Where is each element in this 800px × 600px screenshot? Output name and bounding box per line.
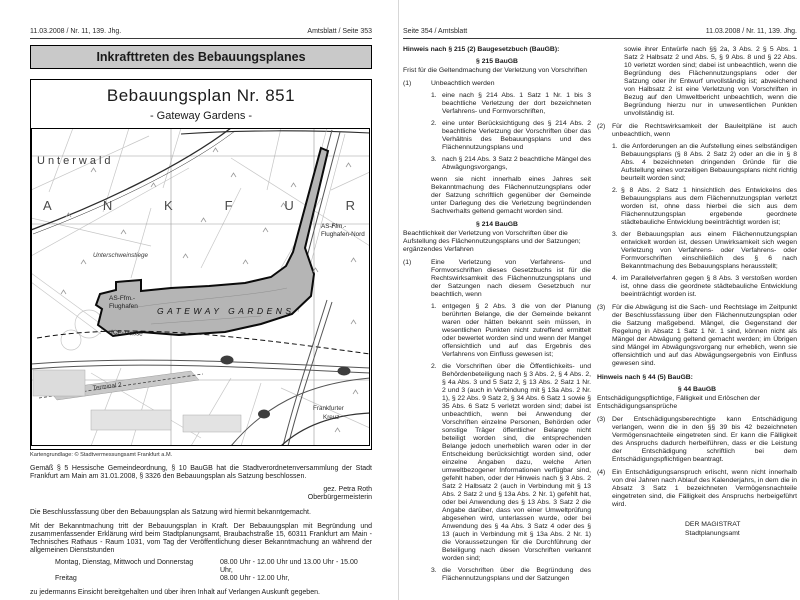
law-paragraph (403, 259, 591, 299)
list-item (612, 275, 797, 299)
list-item-text: die Vorschriften über die Öffentlichkeits- und Behördenbeteiligung nach § 3 Abs. 2, § 4 Abs. 2, § 4a Abs. 3 und 5 Satz 2, § 13 Abs. 2 Satz 1 Nr. 2 und 3 (auch in Verbindung mit § 13a Abs. 2 Nr. 1), § 22 Abs. 9 Satz 2, § 34 Abs. 6 Satz 1 sowie § 35 Abs. 6 Satz 5 verletzt worden sind; dabei ist unbeachtlich, wenn bei Anwendung der Vorschriften einzelne Personen, Behörden oder sonstige Träger öffentlicher Belange nicht beteiligt worden sind, die entsprechenden Belange jedoch unerheblich waren oder in der Entscheidung berücksichtigt worden sind, oder einzelne Angaben dazu, welche Arten umweltbezogener Informationen verfügbar sind, gefehlt haben, oder der Hinweis nach § 3 Abs. 2 Satz 2 Halbsatz 2 (auch in Verbindung mit § 13 Abs. 2 Satz 2 und § 13a Abs. 2 Nr. 1) gefehlt hat, oder bei Anwendung des § 13 Abs. 3 Satz 2 die Angabe darüber, dass von einer Umweltprüfung abgesehen wird, unterlassen wurde, oder bei Anwendung des § 4a Abs. 3 Satz 4 oder des § 13 (auch in Verbindung mit § 13a Abs. 2 Nr. 1) die Voraussetzungen für die Durchführung der Beteiligung nach diesen Vorschriften verkannt worden sind; (442, 363, 591, 562)
map-figure (30, 79, 372, 450)
map-label-frankfurter-kreuz-2: Kreuz (323, 414, 340, 421)
hinweis-215-heading: Hinweis nach § 215 (2) Baugesetzbuch (BauGB): (403, 46, 560, 53)
paragraph-text: Eine Verletzung von Verfahrens- und Formvorschriften dieses Gesetzbuchs ist für die Rechtswirksamkeit des Flächennutzungsplans und der Satzungen nach diesem Gesetzbuch nur beachtlich, wenn (431, 259, 591, 298)
list-item (612, 231, 797, 271)
map-image (31, 128, 371, 451)
list-item (431, 303, 591, 359)
list-item-number: 3. (431, 567, 437, 574)
list-item-text: nach § 214 Abs. 3 Satz 2 beachtliche Mängel des Abwägungsvorgangs, (442, 156, 591, 171)
signature-role: Oberbürgermeisterin (307, 494, 372, 501)
header-gazette-page: Seite 354 / Amtsblatt (403, 28, 468, 35)
map-label-gateway-gardens: GATEWAY GARDENS (157, 306, 291, 316)
header-gazette-page: Amtsblatt / Seite 353 (307, 28, 372, 35)
paragraph-number: (3) (597, 416, 606, 423)
paragraph-bekanntmachung: Die Beschlussfassung über den Bebauungsplan als Satzung wird hiermit bekanntgemacht. (30, 509, 311, 516)
list-item (431, 156, 591, 172)
list-item (612, 187, 797, 227)
paragraph-text: Unbeachtlich werden (431, 80, 495, 87)
list-item-number: 4. (612, 275, 618, 282)
map-subtitle: - Gateway Gardens - (149, 110, 253, 122)
list-item-text: im Parallelverfahren gegen § 8 Abs. 3 verstoßen worden ist, ohne dass die geordnete städtebauliche Entwicklung beeinträchtigt worden ist. (621, 275, 797, 298)
list-item-text: der Bebauungsplan aus einem Flächennutzungsplan entwickelt worden ist, dessen Unwirksamkeit sich wegen Verletzung von Verfahrens- oder Verfahrens- oder Formvorschriften einschließlich des § 6 nach Bekanntmachung des Bebauungsplans herausstellt; (621, 231, 797, 270)
paragraph-continuation: wenn sie nicht innerhalb eines Jahres seit Bekanntmachung des Flächennutzungsplans oder der Satzung schriftlich gegenüber der Gemeinde unter Darlegung des die Verletzung begründenden Sachverhalts geltend gemacht worden sind. (431, 176, 591, 215)
paragraph-number: (1) (403, 259, 412, 266)
section-44-heading: § 44 BauGB (677, 386, 717, 393)
paragraph-number: (1) (403, 80, 412, 87)
paragraph-text: Der Entschädigungsberechtigte kann Entschädigung verlangen, wenn die in den §§ 39 bis 42 bezeichneten Vermögensnachteile eingetreten sind. Er kann die Fälligkeit des Anspruchs dadurch herbeiführen, dass er die Leistung der Entschädigung schriftlich bei dem Entschädigungspflichtigen beantragt. (612, 416, 797, 463)
page-right (403, 28, 797, 583)
section-215-heading: § 215 BauGB (476, 58, 518, 65)
map-label-ice-trasse: ICE-Trasse (110, 329, 143, 338)
map-label-frankfurter-kreuz-1: Frankfurter (313, 405, 344, 412)
list-item (431, 363, 591, 563)
notice-title: Inkrafttreten des Bebauungsplanes (30, 45, 372, 69)
paragraph-number: (3) (597, 304, 606, 311)
paragraph-continuation: sowie ihrer Entwürfe nach §§ 2a, 3 Abs. 2 § 5 Abs. 1 Satz 2 Halbsatz 2 und Abs. 5, § 9 Abs. 8 und § 22 Abs. 10 verletzt worden sind; dabei ist unbeachtlich, wenn die Begründung des Flächennutzungsplans oder der Satzung oder ihr Entwurf unvollständig ist; abweichend von Halbsatz 2 ist eine Verletzung von Vorschriften in Bezug auf den Umweltbericht unbeachtlich, wenn die Begründung hierzu nur in unwesentlichen Punkten unvollständig ist. (624, 46, 797, 117)
opening-hours (55, 559, 372, 583)
map-label-as-nord-1: AS-Ffm.- (321, 223, 347, 230)
list-item-number: 2. (431, 363, 437, 370)
map-label-terminal-2: Terminal 2 (92, 381, 123, 392)
hinweis-44-heading: Hinweis nach § 44 (5) BauGB: (597, 374, 693, 381)
list-item-text: entgegen § 2 Abs. 3 die von der Planung berührten Belange, die der Gemeinde bekannt waren oder hätten bekannt sein müssen, in wesentlichen Punkten nicht zutreffend ermittelt oder bewertet worden sind und wenn der Mangel offensichtlich und auf das Ergebnis des Verfahrens von Einfluss gewesen ist; (442, 303, 591, 358)
closing-magistrat: DER MAGISTRAT (685, 521, 741, 528)
law-column-1 (403, 46, 591, 583)
page-left (30, 28, 372, 597)
map-label-as-flughafen-2: Flughafen (109, 303, 138, 310)
list-item (431, 92, 591, 116)
closing-stadtplanungsamt: Stadtplanungsamt (685, 529, 740, 537)
closing-block (685, 521, 797, 538)
law-paragraph (597, 304, 797, 368)
opening-hours-time: 08.00 Uhr - 12.00 Uhr und 13.00 Uhr - 15.00 Uhr, (220, 559, 358, 574)
map-label-frankfurt: A N K F U R (43, 198, 355, 213)
law-paragraph (597, 123, 797, 139)
law-column-2 (597, 46, 797, 583)
list-item-number: 2. (431, 120, 437, 127)
paragraph-satzungsbeschluss: Gemäß § 5 Hessische Gemeindeordnung, § 10 BauGB hat die Stadtverordnetenversammlung der Stadt Frankfurt am Main am 31.01.2008, § 3326 den Bebauungsplan als Satzung beschlossen. (30, 465, 372, 480)
list-item-number: 2. (612, 187, 618, 194)
list-item-text: die Vorschriften über die Begründung des Flächennutzungsplans und der Satzungen (442, 567, 591, 582)
map-label-unterschweinstiege: Unterschweinstiege (93, 252, 148, 259)
header-date-issue: 11.03.2008 / Nr. 11, 139. Jhg. (30, 28, 122, 35)
list-item-number: 1. (431, 92, 437, 99)
list-item-text: eine nach § 214 Abs. 1 Satz 1 Nr. 1 bis 3 beachtliche Verletzung der dort bezeichneten Verfahrens- und Formvorschriften, (442, 92, 591, 115)
page-divider (398, 0, 399, 600)
map-label-unterwald: Unterwald (37, 155, 114, 167)
list-item-number: 1. (612, 143, 618, 150)
map-label-as-flughafen-1: AS-Ffm.- (109, 295, 135, 302)
signature-block (30, 486, 372, 502)
list-item (612, 143, 797, 183)
opening-hours-row (55, 575, 372, 583)
map-caption: Kartengrundlage: © Stadtvermessungsamt Frankfurt a.M. (30, 452, 173, 458)
list-item-text: § 8 Abs. 2 Satz 1 hinsichtlich des Entwickelns des Bebauungsplans aus dem Flächennutzungsplan verletzt worden ist, ohne dass hierbei die sich aus dem Flächennutzungsplan ergebende geordnete städtebauliche Entwicklung beeinträchtigt worden ist; (621, 187, 797, 226)
opening-hours-days: Freitag (55, 575, 77, 582)
opening-hours-row (55, 559, 372, 575)
section-215-subtitle: Frist für die Geltendmachung der Verletzung von Vorschriften (403, 67, 587, 74)
list-item-text: eine unter Berücksichtigung des § 214 Abs. 2 beachtliche Verletzung der Vorschriften über das Verhältnis des Bebauungsplans und des Flächennutzungsplans und (442, 120, 591, 151)
section-214-subtitle: Beachtlichkeit der Verletzung von Vorschriften über die Aufstellung des Flächennutzungsplans und der Satzungen; ergänzendes Verfahren (403, 230, 581, 253)
paragraph-einsicht: Mit der Bekanntmachung tritt der Bebauungsplan in Kraft. Der Bebauungsplan mit Begründung und zusammenfassender Erklärung wird beim Stadtplanungsamt, Braubachstraße 15, 60311 Frankfurt am Main - Technisches Rathaus - Raum 1031, vom Tag der Veröffentlichung dieser Bekanntmachung an während der allgemeinen Dienststunden (30, 523, 372, 554)
header-date-issue: 11.03.2008 / Nr. 11, 139. Jhg. (705, 28, 797, 35)
page-right-header (403, 28, 797, 39)
law-paragraph (597, 416, 797, 464)
map-title: Bebauungsplan Nr. 851 (106, 86, 296, 105)
list-item-number: 1. (431, 303, 437, 310)
opening-hours-time: 08.00 Uhr - 12.00 Uhr, (220, 575, 290, 582)
law-paragraph (403, 80, 591, 88)
paragraph-auskunft: zu jedermanns Einsicht bereitgehalten und über ihren Inhalt auf Verlangen Auskunft gegeben. (30, 589, 320, 596)
section-214-heading: § 214 BauGB (476, 221, 518, 228)
section-44-subtitle: Entschädigungspflichtige, Fälligkeit und Erlöschen der Entschädigungsansprüche (597, 395, 760, 410)
page-left-header (30, 28, 372, 39)
law-paragraph (597, 469, 797, 509)
list-item (431, 120, 591, 152)
list-item-number: 3. (431, 156, 437, 163)
paragraph-text: Ein Entschädigungsanspruch erlischt, wenn nicht innerhalb von drei Jahren nach Ablauf des Kalenderjahrs, in dem die in Absatz 3 Satz 1 bezeichneten Vermögensnachteile eingetreten sind, die Fälligkeit des Anspruchs herbeigeführt wird. (612, 469, 797, 508)
map-label-as-nord-2: Flughafen-Nord (321, 231, 365, 238)
list-item (431, 567, 591, 583)
paragraph-number: (4) (597, 469, 606, 476)
paragraph-text: Für die Abwägung ist die Sach- und Rechtslage im Zeitpunkt der Beschlussfassung über den Flächennutzungsplan oder die Satzung maßgebend. Mängel, die Gegenstand der Regelung in Absatz 1 Satz 1 Nr. 1 sind, können nicht als Mängel der Abwägung geltend gemacht werden; im Übrigen sind Mängel im Abwägungsvorgang nur erheblich, wenn sie offensichtlich und auf das Abwägungsergebnis von Einfluss gewesen sind. (612, 304, 797, 367)
signature-name: gez. Petra Roth (323, 486, 372, 493)
paragraph-text: Für die Rechtswirksamkeit der Bauleitpläne ist auch unbeachtlich, wenn (612, 123, 797, 138)
paragraph-number: (2) (597, 123, 606, 130)
list-item-text: die Anforderungen an die Aufstellung eines selbständigen Bebauungsplans (§ 8 Abs. 2 Satz 2) oder an die in § 8 Abs. 4 bezeichneten dringenden Gründe für die Aufstellung eines vorzeitigen Bebauungsplans nicht richtig beurteilt worden sind; (621, 143, 797, 182)
opening-hours-days: Montag, Dienstag, Mittwoch und Donnerstag (55, 559, 194, 566)
list-item-number: 3. (612, 231, 618, 238)
